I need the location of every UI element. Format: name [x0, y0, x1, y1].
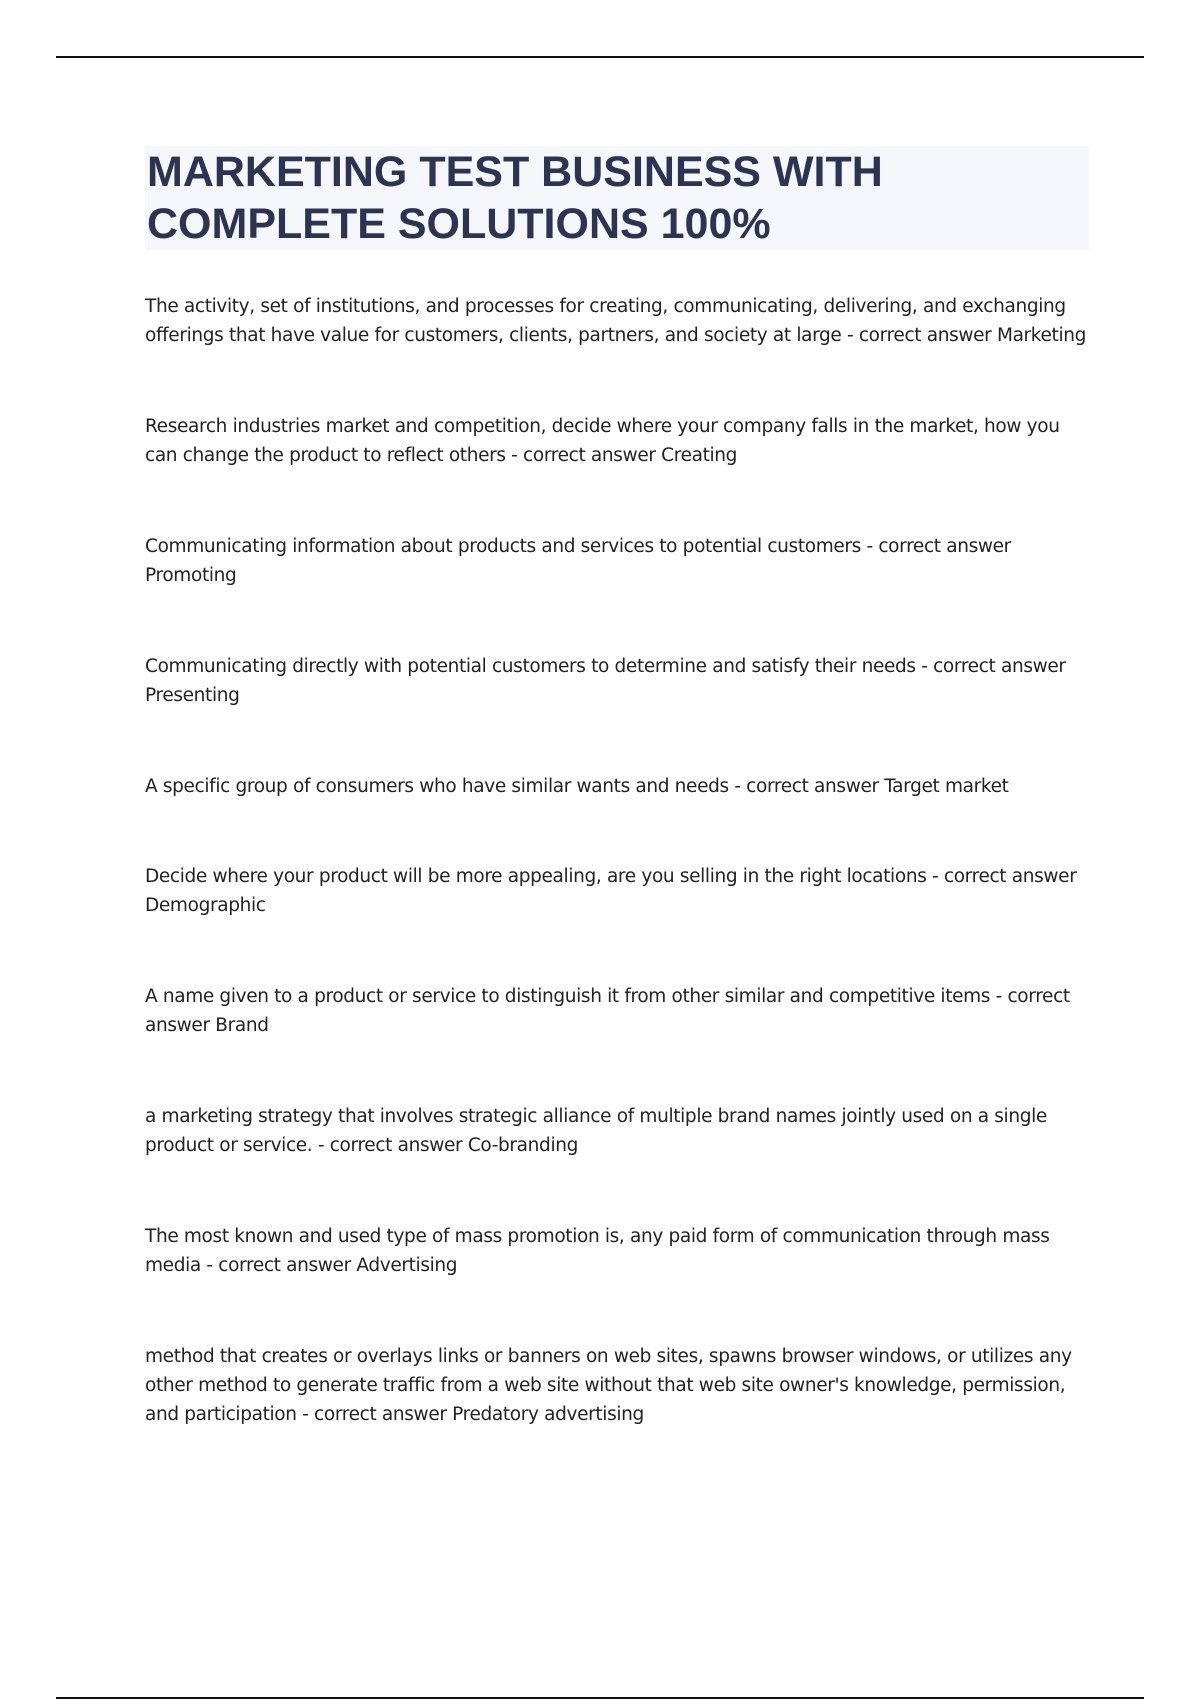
- qa-item-2: Research industries market and competition, decide where your company falls in the market, how you can change the product to reflect others - correct answer Creating: [145, 416, 1060, 466]
- qa-item-4: Communicating directly with potential customers to determine and satisfy their needs - correct answer Presenting: [145, 656, 1066, 706]
- top-rule: [56, 56, 1144, 58]
- bottom-rule: [56, 1697, 1144, 1699]
- title-banner: [145, 146, 1089, 250]
- title-line-2: COMPLETE SOLUTIONS 100%: [147, 200, 771, 248]
- qa-item-1: The activity, set of institutions, and processes for creating, communicating, delivering, and exchanging offerings that have value for customers, clients, partners, and society at large - correct answer Marketing: [145, 296, 1087, 346]
- qa-item-3: Communicating information about products and services to potential customers - correct answer Promoting: [145, 536, 1011, 586]
- qa-item-8: a marketing strategy that involves strategic alliance of multiple brand names jointly used on a single product or service. - correct answer Co-branding: [145, 1106, 1047, 1156]
- qa-item-7: A name given to a product or service to distinguish it from other similar and competitive items - correct answer Brand: [145, 986, 1070, 1036]
- page-title: [147, 146, 1089, 250]
- qa-item-6: Decide where your product will be more appealing, are you selling in the right locations - correct answer Demographic: [145, 866, 1077, 916]
- qa-item-9: The most known and used type of mass promotion is, any paid form of communication through mass media - correct answer Advertising: [145, 1226, 1050, 1276]
- title-line-1: MARKETING TEST BUSINESS WITH: [147, 148, 883, 196]
- qa-item-5: A specific group of consumers who have similar wants and needs - correct answer Target market: [145, 776, 1009, 797]
- qa-item-10: method that creates or overlays links or banners on web sites, spawns browser windows, or utilizes any other method to generate traffic from a web site without that web site owner's knowledge, permission, and participation - correct answer Predatory advertising: [145, 1346, 1072, 1425]
